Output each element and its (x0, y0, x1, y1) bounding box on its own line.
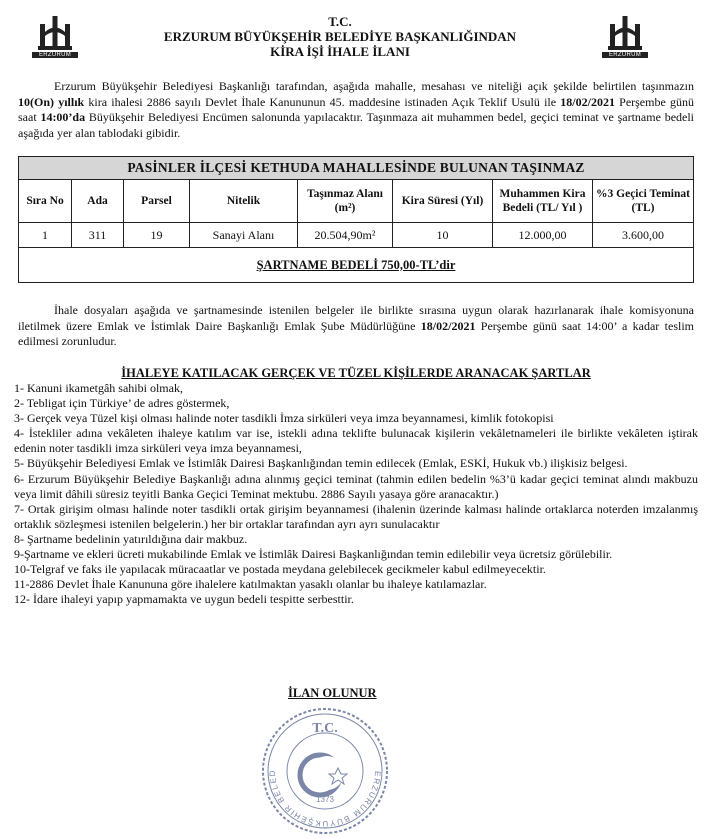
col-header: Sıra No (19, 180, 72, 223)
header-title: KİRA İŞİ İHALE İLANI (270, 44, 410, 59)
condition-item: 1- Kanuni ikametgâh sahibi olmak, (14, 381, 183, 395)
logo-caption: ERZURUM (602, 52, 648, 58)
conditions-title: İHALEYE KATILACAK GERÇEK VE TÜZEL KİŞİLERDE ARANACAK ŞARTLAR (121, 366, 591, 380)
seal-top-text: T.C. (312, 721, 338, 736)
condition-item: 4- İstekliler adına vekâleten ihaleye katılım var ise, istekli adına teklifte bulunacak kişilerin vekâletnameleri ile birlikte vekâleten iştirak edenin noter tasdikli imza sirküleri veya imza beyannamesi, (14, 426, 698, 456)
table-cell: 311 (72, 223, 124, 248)
seal-center-text: 1373 (316, 795, 334, 804)
specification-fee: ŞARTNAME BEDELİ 750,00-TL’dir (19, 248, 694, 283)
delivery-paragraph: İhale dosyaları aşağıda ve şartnamesinde istenilen belgeler ile birlikte sırasına uygun olarak hazırlanarak ihale komisyonuna iletilmek üzere Emlak ve İstimlak Daire Başkanlığı Emlak Şube Müdürlüğüne 18/02/2021 Perşembe günü saat 14:00’ a kadar teslim edilmesi zorunludur. (18, 303, 694, 348)
conditions-list (14, 381, 698, 607)
condition-item: 5- Büyükşehir Belediyesi Emlak ve İstimlâk Dairesi Başkanlığından temin edilecek (Emlak, ESKİ, Hukuk vb.) ilişkisiz belgesi. (14, 456, 628, 471)
header-tc: T.C. (328, 14, 352, 29)
table-band-title: PASİNLER İLÇESİ KETHUDA MAHALLESİNDE BULUNAN TAŞINMAZ (19, 157, 694, 180)
col-header: %3 Geçici Teminat (TL) (593, 180, 694, 223)
intro-paragraph: Erzurum Büyükşehir Belediyesi Başkanlığı tarafından, aşağıda mahalle, mesahası ve niteliği açık şekilde belirtilen taşınmazın 10(On) yıllık kira ihalesi 2886 sayılı Devlet İhale Kanununun 45. maddesine istinaden Açık Teklif Usulü ile 18/02/2021 Perşembe günü saat 14:00’da Büyükşehir Belediyesi Encümen salonunda yapılacaktır. Taşınmaza ait muhammen bedel, geçici teminat ve şartname bedeli aşağıda yer alan tablodaki gibidir. (18, 79, 695, 140)
table-header-row (19, 180, 694, 223)
table-cell: 20.504,90m² (298, 223, 393, 248)
header-institution: ERZURUM BÜYÜKŞEHİR BELEDİYE BAŞKANLIĞINDAN (163, 29, 517, 44)
condition-item: 12- İdare ihaleyi yapıp yapmamakta ve uygun bedeli tespitte serbesttir. (14, 592, 354, 607)
municipality-logo-icon (36, 12, 74, 58)
condition-item: 10-Telgraf ve faks ile yapılacak müracaatlar ve postada meydana gelebilecek gecikmeler kabul edilmeyecektir. (14, 562, 546, 577)
col-header: Muhammen Kira Bedeli (TL/ Yıl ) (493, 180, 593, 223)
table-cell: 12.000,00 (493, 223, 593, 248)
document-header (80, 14, 600, 59)
table-cell: 3.600,00 (593, 223, 694, 248)
condition-item: 6- Erzurum Büyükşehir Belediye Başkanlığı adına alınmış geçici teminat (tahmin edilen bedelin %3’ü kadar geçici teminat alındı makbuzu veya limit dâhili süresiz teyitli Banka Geçici Teminat mektubu. 2886 Sayılı yasaya göre aranacaktır.) (14, 471, 698, 501)
seal-ring-text: ERZURUM BÜYÜKŞEHİR BELED (267, 768, 383, 829)
condition-item: 3- Gerçek veya Tüzel kişi olması halinde noter tasdikli İmza sirküleri veya imza beyannamesi, kimlik fotokopisi (14, 411, 554, 426)
property-table (18, 156, 694, 283)
condition-item: 7- Ortak girişim olması halinde noter tasdikli ortak girişim beyannamesi (ihalenin üzerinde kalması halinde ortaklarca noterden imzalanmış ortaklık sözleşmesi istenilen belgelerin.) her bir ortaklar tarafından ayrı ayrı sunulacaktır (14, 501, 698, 531)
closing-text: İLAN OLUNUR (288, 686, 377, 700)
col-header: Ada (72, 180, 124, 223)
table-cell: Sanayi Alanı (190, 223, 298, 248)
condition-item: 9-Şartname ve ekleri ücreti mukabilinde Emlak ve İstimlâk Dairesi Başkanlığından temin edilebilir veya ücretsiz görülebilir. (14, 547, 613, 562)
condition-item: 11-2886 Devlet İhale Kanununa göre ihalelere katılmaktan yasaklı olanlar bu ihaleye katılamazlar. (14, 577, 487, 592)
official-stamp-icon (256, 702, 394, 834)
col-header: Nitelik (190, 180, 298, 223)
condition-item: 8- Şartname bedelinin yatırıldığına dair makbuz. (14, 531, 248, 546)
col-header: Kira Süresi (Yıl) (393, 180, 493, 223)
table-row (19, 223, 694, 248)
table-cell: 1 (19, 223, 72, 248)
municipality-logo-icon (606, 12, 644, 58)
logo-caption: ERZURUM (32, 52, 78, 58)
col-header: Parsel (124, 180, 190, 223)
table-cell: 19 (124, 223, 190, 248)
col-header: Taşınmaz Alanı (m²) (298, 180, 393, 223)
condition-item: 2- Tebligat için Türkiye’ de adres göstermek, (14, 396, 230, 411)
table-cell: 10 (393, 223, 493, 248)
